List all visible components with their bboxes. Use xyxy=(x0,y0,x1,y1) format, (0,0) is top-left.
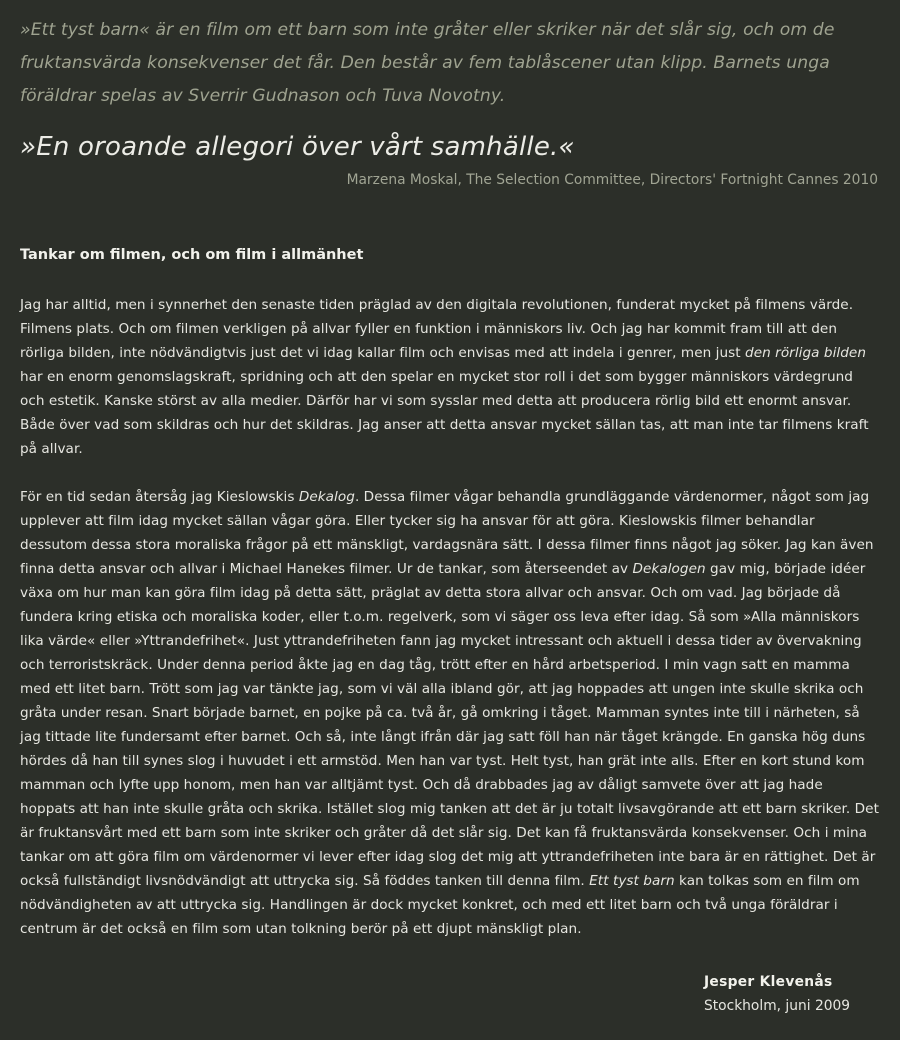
paragraph-2 xyxy=(20,485,880,941)
pull-quote: »En oroande allegori över vårt samhälle.« xyxy=(20,132,575,162)
paragraph-2-emphasis-dekalogen: Dekalogen xyxy=(632,561,706,577)
paragraph-1-emphasis: den rörliga bilden xyxy=(745,345,866,361)
quote-attribution: Marzena Moskal, The Selection Committee, Directors' Fortnight Cannes 2010 xyxy=(346,172,878,188)
signature xyxy=(704,970,850,1018)
intro-text: »Ett tyst barn« är en film om ett barn som inte gråter eller skriker när det slår sig, och om de fruktansvärda konsekvenser det får. Den består av fem tablåscener utan klipp. Barnets unga föräldrar spelas av Sverrir Gudnason och Tuva Novotny. xyxy=(20,20,835,106)
paragraph-2-text-a: För en tid sedan återsåg jag Kieslowskis xyxy=(20,489,299,505)
paragraph-2-emphasis-film-title: Ett tyst barn xyxy=(589,873,675,889)
section-heading: Tankar om filmen, och om film i allmänhet xyxy=(20,247,364,263)
paragraph-2-text-d: kan tolkas som en film om nödvändigheten av att uttrycka sig. Handlingen är dock mycket konkret, och med ett litet barn och två unga föräldrar i centrum är det också en film som utan tolkning berör på ett djupt mänskligt plan. xyxy=(20,873,860,937)
paragraph-2-text-c: gav mig, började idéer växa om hur man kan göra film idag på detta sätt, präglat av detta stora allvar och ansvar. Och om vad. Jag började då fundera kring etiska och moraliska koder, eller t.o.m. regelverk, som vi säger oss leva efter idag. Så som »Alla människors lika värde« eller »Yttrandefrihet«. Just yttrandefriheten fann jag mycket intressant och aktuell i dessa tider av övervakning och terroristskräck. Under denna period åkte jag en dag tåg, trött efter en hård arbetsperiod. I min vagn satt en mamma med ett litet barn. Trött som jag var tänkte jag, som vi väl alla ibland gör, att jag hoppades att ungen inte skulle skrika och gråta under resan. Snart började barnet, en pojke på ca. två år, gå omkring i tåget. Mamman syntes inte till i närheten, så jag tittade lite fundersamt efter barnet. Och så, inte långt ifrån där jag satt föll han när tåget krängde. En ganska hög duns hördes då han till synes slog i huvudet i ett armstöd. Men han var tyst. Helt tyst, han grät inte alls. Efter en kort stund kom mamman och lyfte upp honom, men han var alltjämt tyst. Och då drabbades jag av dåligt samvete över att jag hade hoppats att han inte skulle gråta och skrika. Istället slog mig tanken att det är ju totalt livsavgörande att ett barn skriker. Det är fruktansvårt med ett barn som inte skriker och gråter då det slår sig. Det kan få fruktansvärda konsekvenser. Och i mina tankar om att göra film om värdenormer vi lever efter idag slog det mig att yttrandefriheten inte bara är en rättighet. Det är också fullständigt livsnödvändigt att uttrycka sig. Så föddes tanken till denna film. xyxy=(20,561,879,889)
paragraph-2-emphasis-dekalog: Dekalog xyxy=(298,489,355,505)
paragraph-1 xyxy=(20,293,880,461)
signature-name: Jesper Klevenås xyxy=(704,974,833,990)
paragraph-1-text-b: har en enorm genomslagskraft, spridning och att den spelar en mycket stor roll i det som bygger människors värdegrund och estetik. Kanske störst av alla medier. Därför har vi som sysslar med detta att producera rörlig bild ett enormt ansvar. Både över vad som skildras och hur det skildras. Jag anser att detta ansvar mycket sällan tas, att man inte tar filmens kraft på allvar. xyxy=(20,369,869,457)
paragraph-1-text-a: Jag har alltid, men i synnerhet den senaste tiden präglad av den digitala revolutionen, funderat mycket på filmens värde. Filmens plats. Och om filmen verkligen på allvar fyller en funktion i människors liv. Och jag har kommit fram till att den rörliga bilden, inte nödvändigtvis just det vi idag kallar film och envisas med att indela i genrer, men just xyxy=(20,297,854,361)
paragraph-2-text-b: . Dessa filmer vågar behandla grundläggande värdenormer, något som jag upplever att film idag mycket sällan vågar göra. Eller tycker sig ha ansvar för att göra. Kieslowskis filmer behandlar dessutom dessa stora moraliska frågor på ett mänskligt, vardagsnära sätt. I dessa filmer finns något jag söker. Jag kan även finna detta ansvar och allvar i Michael Hanekes filmer. Ur de tankar, som återseendet av xyxy=(20,489,874,577)
signature-place-date: Stockholm, juni 2009 xyxy=(704,998,851,1014)
